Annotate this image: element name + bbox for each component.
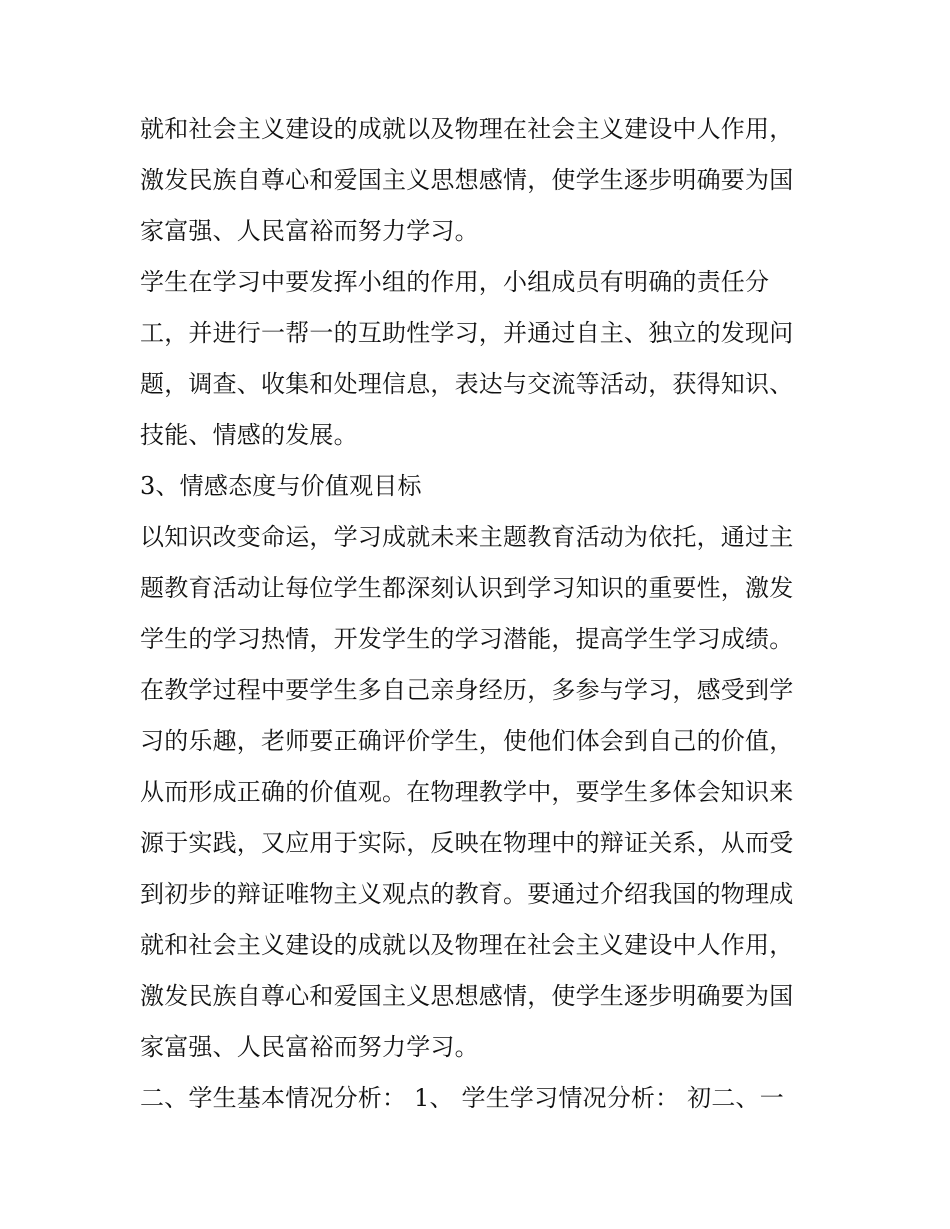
text-line: 激发民族自尊心和爱国主义思想感情，使学生逐步明确要为国 (140, 166, 794, 194)
text-line: 技能、情感的发展。 (140, 421, 358, 449)
text-line: 家富强、人民富裕而努力学习。 (140, 217, 479, 245)
text-line: 家富强、人民富裕而努力学习。 (140, 1033, 479, 1061)
text-line: 学生的学习热情，开发学生的学习潜能，提高学生学习成绩。 (140, 625, 794, 653)
section-heading: 3、情感态度与价值观目标 (140, 472, 422, 500)
text-line: 在教学过程中要学生多自己亲身经历，多参与学习，感受到学 (140, 676, 794, 704)
text-line: 就和社会主义建设的成就以及物理在社会主义建设中人作用， (140, 115, 794, 143)
text-line: 题，调查、收集和处理信息，表达与交流等活动，获得知识、 (140, 370, 794, 398)
text-line: 学生在学习中要发挥小组的作用，小组成员有明确的责任分 (140, 268, 770, 296)
text-line: 工，并进行一帮一的互助性学习，并通过自主、独立的发现问 (140, 319, 794, 347)
section-heading: 二、学生基本情况分析： 1、 学生学习情况分析： 初二、一 (140, 1084, 784, 1112)
text-line: 到初步的辩证唯物主义观点的教育。要通过介绍我国的物理成 (140, 880, 794, 908)
text-line: 以知识改变命运，学习成就未来主题教育活动为依托，通过主 (140, 523, 794, 551)
text-line: 题教育活动让每位学生都深刻认识到学习知识的重要性，激发 (140, 574, 794, 602)
text-line: 激发民族自尊心和爱国主义思想感情，使学生逐步明确要为国 (140, 982, 794, 1010)
text-line: 源于实践，又应用于实际，反映在物理中的辩证关系，从而受 (140, 829, 794, 857)
text-line: 就和社会主义建设的成就以及物理在社会主义建设中人作用， (140, 931, 794, 959)
text-line: 习的乐趣，老师要正确评价学生，使他们体会到自己的价值， (140, 727, 794, 755)
text-line: 从而形成正确的价值观。在物理教学中，要学生多体会知识来 (140, 778, 794, 806)
document-body (140, 104, 820, 1124)
